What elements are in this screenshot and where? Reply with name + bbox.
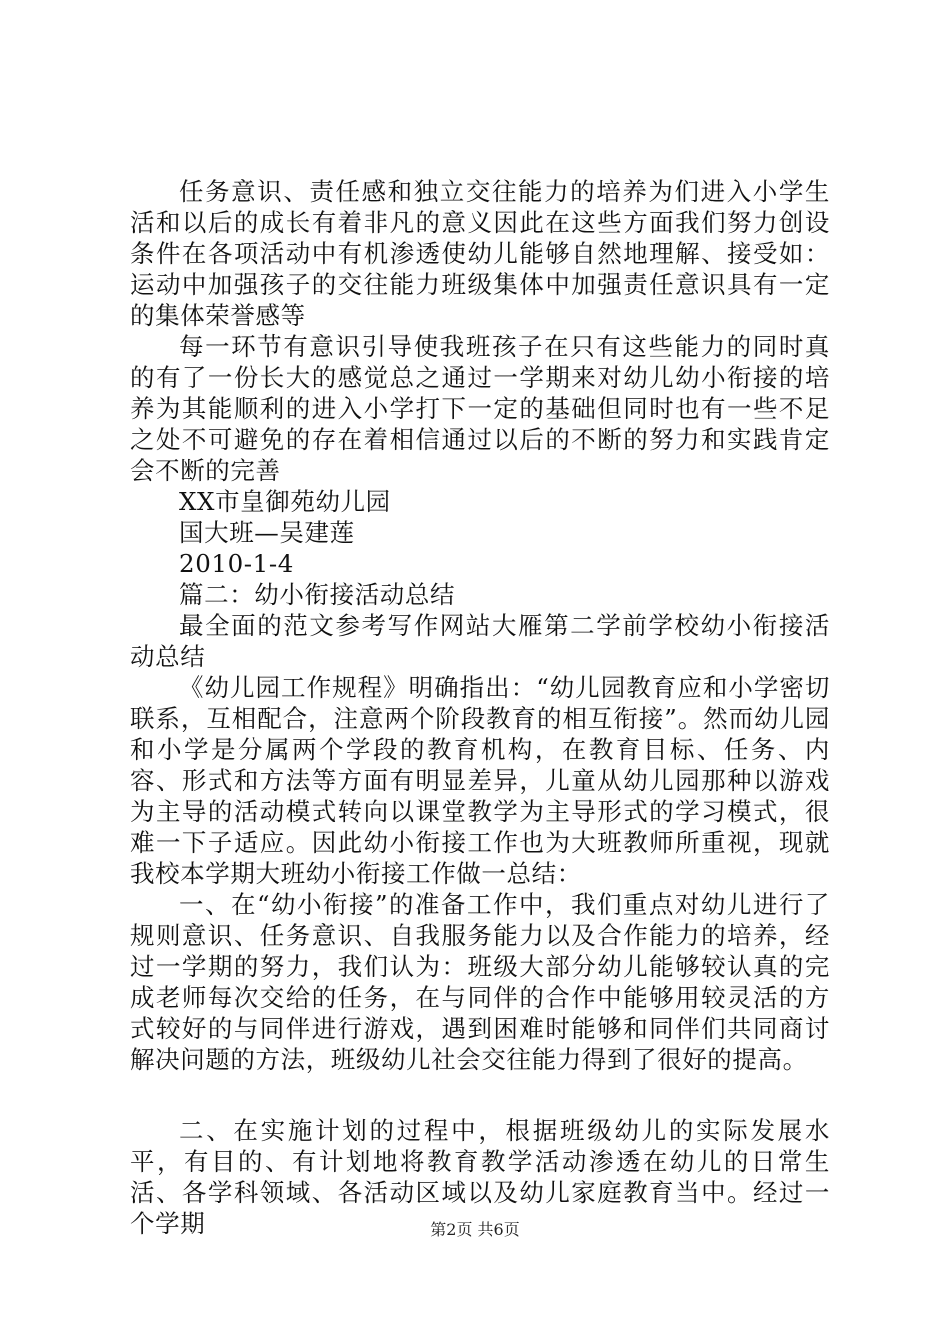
paragraph: 二、在实施计划的过程中，根据班级幼儿的实际发展水平，有目的、有计划地将教育教学活动渗透在幼儿的日常生活、各学科领域、各活动区域以及幼儿家庭教育当中。经过一个学期 (130, 1116, 830, 1238)
page-number: 第2页 共6页 (430, 1220, 520, 1239)
paragraph-gap (130, 1075, 830, 1115)
paragraph: 《幼儿园工作规程》明确指出：“幼儿园教育应和小学密切联系，互相配合，注意两个阶段教育的相互衔接”。然而幼儿园和小学是分属两个学段的教育机构，在教育目标、任务、内容、形式和方法等方面有明显差异，儿童从幼儿园那种以游戏为主导的活动模式转向以课堂教学为主导形式的学习模式，很难一下子适应。因此幼小衔接工作也为大班教师所重视，现就我校本学期大班幼小衔接工作做一总结： (130, 673, 830, 888)
paragraph: 任务意识、责任感和独立交往能力的培养为们进入小学生活和以后的成长有着非凡的意义因此在这些方面我们努力创设条件在各项活动中有机渗透使幼儿能够自然地理解、接受如：运动中加强孩子的交往能力班级集体中加强责任意识具有一定的集体荣誉感等 (130, 177, 830, 330)
paragraph: 最全面的范文参考写作网站大雁第二学前学校幼小衔接活动总结 (130, 611, 830, 671)
signature-date: 2010-1-4 (179, 549, 294, 578)
paragraph: 一、在“幼小衔接”的准备工作中，我们重点对幼儿进行了规则意识、任务意识、自我服务能力以及合作能力的培养，经过一学期的努力，我们认为：班级大部分幼儿能够较认真的完成老师每次交给的任务，在与同伴的合作中能够用较灵活的方式较好的与同伴进行游戏，遇到困难时能够和同伴们共同商讨解决问题的方法，班级幼儿社会交往能力得到了很好的提高。 (130, 890, 830, 1074)
document-body (130, 176, 830, 1239)
paragraph: 每一环节有意识引导使我班孩子在只有这些能力的同时真的有了一份长大的感觉总之通过一学期来对幼儿幼小衔接的培养为其能顺利的进入小学打下一定的基础但同时也有一些不足之处不可避免的存在着相信通过以后的不断的努力和实践肯定会不断的完善 (130, 332, 830, 485)
section-title: 篇二：幼小衔接活动总结 (179, 580, 456, 609)
signature-author: 国大班—吴建莲 (179, 518, 355, 547)
signature-org: XX市皇御苑幼儿园 (179, 487, 391, 516)
